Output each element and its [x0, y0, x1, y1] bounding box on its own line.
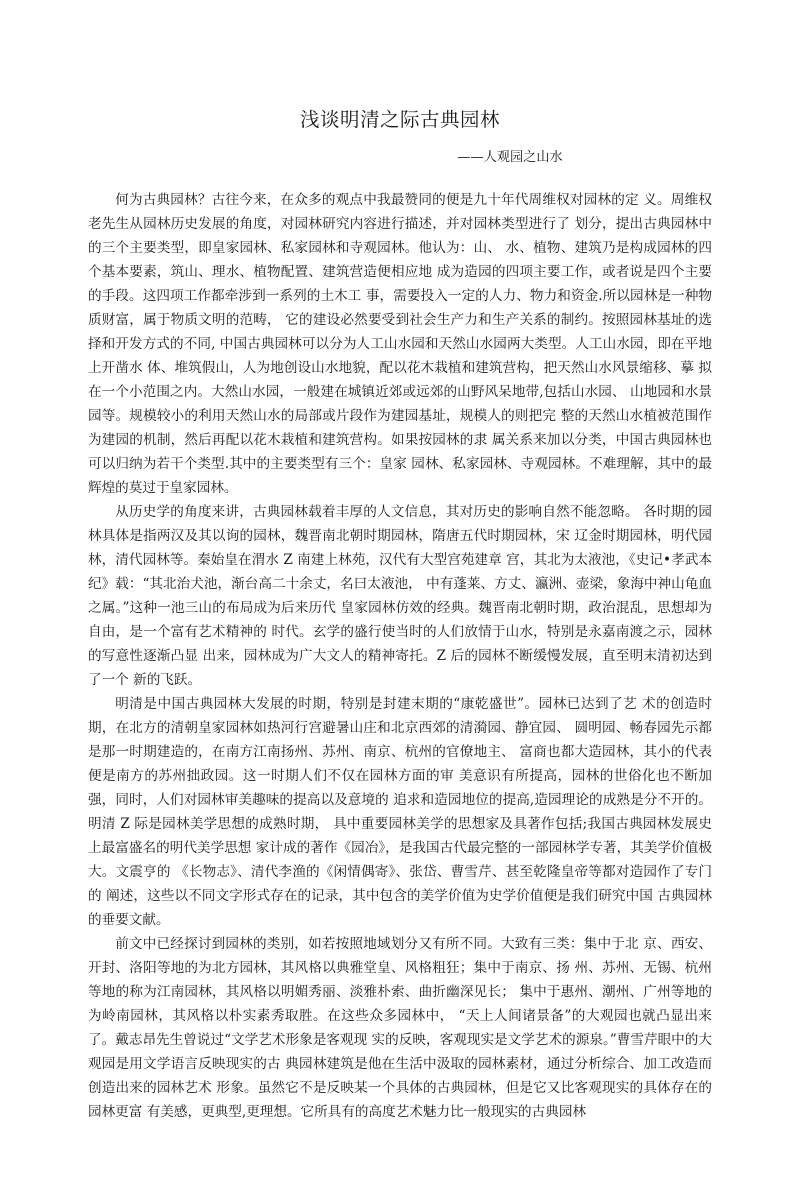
- article-body: [88, 188, 712, 1124]
- paragraph: 何为古典园林？古往今来，在众多的观点中我最赞同的便是九十年代周维权对园林的定 义。周维权老先生从园林历史发展的角度，对园林研究内容进行描述，并对园林类型进行了 划分，提出古典园林中的三个主要类型，即皇家园林、私家园林和寺观园林。他认为：山、 水、植物、建筑乃是构成园林的四个基本要素，筑山、理水、植物配置、建筑营造便相应地 成为造园的四项主要工作，或者说是四个主要的手段。这四项工作都牵涉到一系列的土木工 事，需要投入一定的人力、物力和资金.所以园林是一种物质财富，属于物质文明的范畴， 它的建设必然要受到社会生产力和生产关系的制约。按照园林基址的选择和开发方式的不同, 中国古典园林可以分为人工山水园和天然山水园两大类型。人工山水园，即在平地上开凿水 体、堆筑假山，人为地创设山水地貌，配以花木栽植和建筑营构，把天然山水风景缩移、摹 拟在一个小范围之内。大然山水园，一般建在城镇近郊或远郊的山野风呆地带,包括山水园、 山地园和水景园等。规模较小的利用天然山水的局部或片段作为建园基址，规模人的则把完 整的天然山水植被范围作为建园的机制，然后再配以花木栽植和建筑营构。如果按园林的隶 属关系来加以分类，中国古典园林也可以归纳为若干个类型.其中的主要类型有三个：皇家 园林、私家园林、寺观园林。不难理解，其中的最辉煌的莫过于皇家园林。: [88, 192, 712, 496]
- paragraph: 前文中已经探讨到园林的类别，如若按照地域划分又有所不同。大致有三类：集中于北 京、西安、开封、洛阳等地的为北方园林，其风格以典雅堂皇、风格粗狂；集中于南京、扬 州、苏州、无锡、杭州等地的称为江南园林，其风格以明媚秀丽、淡雅朴索、曲折幽深见长； 集中于惠州、潮州、广州等地的为岭南园林，其风格以朴实素秀取胜。在这些众多园林中， “天上人间诸景备”的大观园也就凸显出来了。戴志昂先生曾说过“文学艺术形象是客观现 实的反映，客观现实是文学艺术的源泉。”曹雪芹眼中的大观园是用文学语言反映现实的古 典园林建筑是他在生活中汲取的园林素材，通过分析综合、加工改造而创造出来的园林艺术 形象。虽然它不是反映某一个具体的古典园林，但是它又比客观现实的具体存在的园林更富 有美感，更典型,更理想。它所具有的高度艺术魅力比一般现实的古典园林: [88, 936, 712, 1120]
- page-subtitle: ——人观园之山水: [457, 150, 563, 165]
- paragraph: 从历史学的角度来讲，古典园林载着丰厚的人文信息，其对历史的影响自然不能忽略。 各时期的园林具体是指两汉及其以询的园林，魏晋南北朝时期园林，隋唐五代时期园林，宋 辽金时期园林，明代园林，清代园林等。秦始皇在渭水 Z 南建上林苑，汉代有大型宫苑建章 宫，其北为太液池，《史记•孝武本纪》载：“其北治犬池，渐台高二十余丈，名曰太液池， 中有蓬莱、方丈、瀛洲、壶梁，象海中神山龟血之属。”这种一池三山的布局成为后来历代 皇家园林仿效的经典。魏晋南北朝时期，政治混乱，思想却为自由，是一个富有艺术精神的 时代。玄学的盛行使当时的人们放情于山水，特别是永嘉南渡之示，园林的写意性逐渐凸显 出来，园林成为广大文人的精神寄托。Z 后的园林不断缓慢发展，直至明末清初达到了一个 新的飞跃。: [88, 504, 712, 688]
- page-title: 浅谈明清之际古典园林: [299, 108, 500, 131]
- paragraph: 明清是中国古典园林大发展的时期，特别是封建末期的“康乾盛世”。园林已达到了艺 术的创造时期，在北方的清朝皇家园林如热河行宫避暑山庄和北京西郊的清漪园、静宜园、 圆明园、畅春园先示都是那一时期建造的，在南方江南扬州、苏州、南京、杭州的官僚地主、 富商也都大造园林，其小的代表便是南方的苏州拙政园。这一时期人们不仅在园林方面的审 美意识有所提高，园林的世俗化也不断加强，同时，人们对园林审美趣味的提高以及意境的 追求和造园地位的提高,造园理论的成熟是分不开的。明清 Z 际是园林美学思想的成熟时期， 具中重要园林美学的思想家及具著作包括;我国古典园林发展史上最富盛名的明代美学思想 家计成的著作《园冶》，是我国古代最完整的一部园林学专著，其美学价值极大。文震亨的 《长物志》、清代李渔的《闲情偶寄》、张岱、曹雪芹、甚至乾隆皇帝等都对造园作了专门的 阐述，这些以不同文字形式存在的记录，其中包含的美学价值为史学价值便是我们研究中国 古典园林的垂要文献。: [88, 696, 712, 928]
